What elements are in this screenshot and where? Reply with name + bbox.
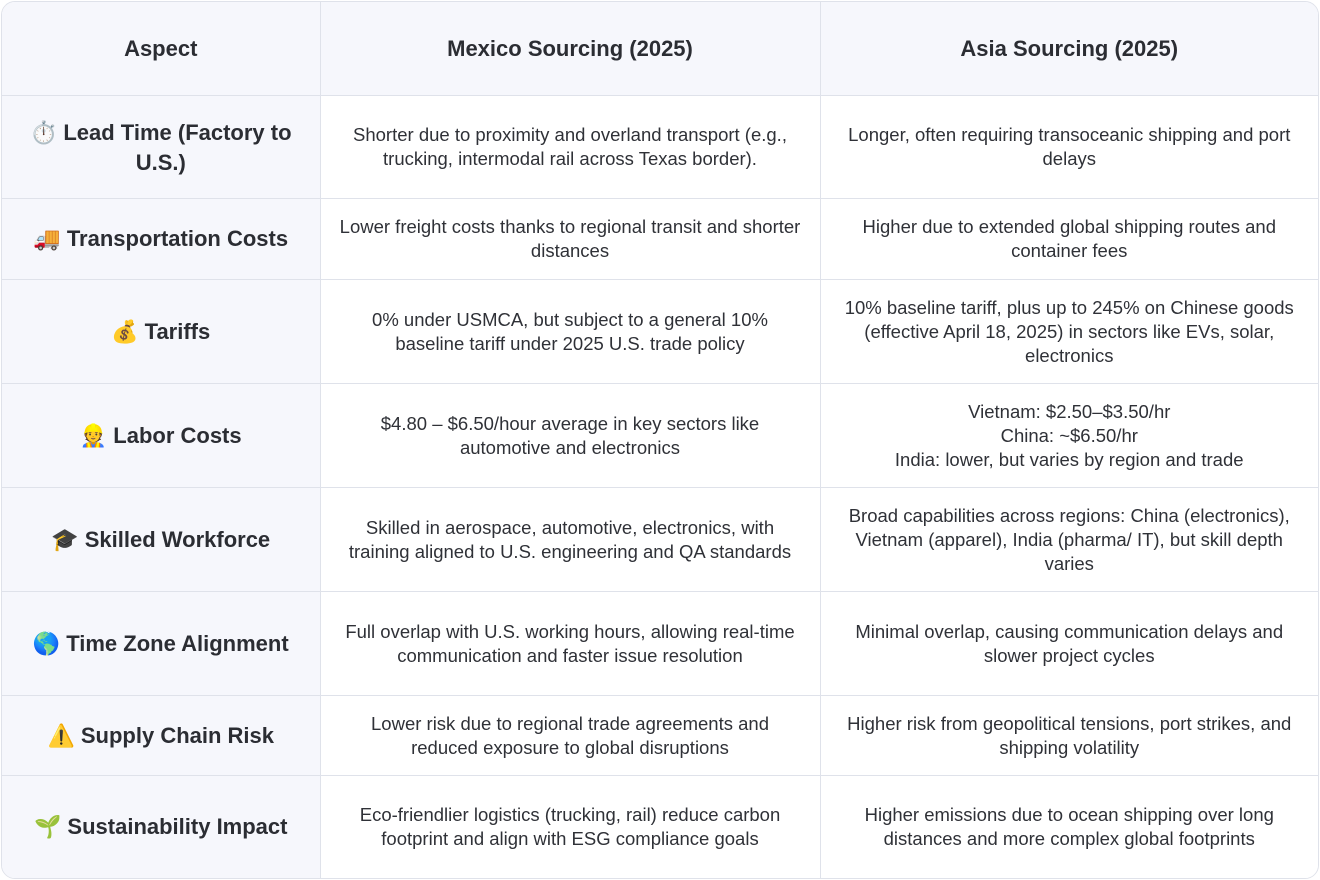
asia-cell: Broad capabilities across regions: China (electronics), Vietnam (apparel), India (pharma/ IT), but skill depth varies bbox=[820, 488, 1318, 592]
aspect-label: Sustainability Impact bbox=[67, 814, 288, 840]
mexico-cell: Lower risk due to regional trade agreements and reduced exposure to global disruptions bbox=[320, 696, 820, 776]
warning-icon: ⚠️ bbox=[47, 723, 75, 749]
money-bag-icon: 💰 bbox=[111, 319, 139, 345]
truck-icon: 🚚 bbox=[33, 227, 61, 252]
worker-icon: 👷 bbox=[79, 423, 108, 449]
aspect-cell bbox=[2, 696, 320, 776]
table-row bbox=[2, 776, 1318, 879]
aspect-cell bbox=[2, 592, 320, 696]
table-row bbox=[2, 488, 1318, 592]
table-row bbox=[2, 384, 1318, 488]
comparison-table bbox=[1, 1, 1319, 879]
aspect-label: Labor Costs bbox=[113, 422, 242, 448]
aspect-cell bbox=[2, 280, 320, 384]
table-row bbox=[2, 696, 1318, 776]
mexico-cell: Shorter due to proximity and overland transport (e.g., trucking, intermodal rail across Texas border). bbox=[320, 96, 820, 199]
mexico-cell: Eco-friendlier logistics (trucking, rail) reduce carbon footprint and align with ESG compliance goals bbox=[320, 776, 820, 879]
mexico-cell: Lower freight costs thanks to regional transit and shorter distances bbox=[320, 199, 820, 280]
asia-cell: Higher risk from geopolitical tensions, port strikes, and shipping volatility bbox=[820, 696, 1318, 776]
aspect-label: Time Zone Alignment bbox=[66, 630, 289, 656]
aspect-label: Tariffs bbox=[144, 318, 211, 344]
sourcing-comparison-table bbox=[2, 2, 1318, 879]
seedling-icon: 🌱 bbox=[34, 815, 62, 841]
table-row bbox=[2, 96, 1318, 199]
asia-cell: Longer, often requiring transoceanic shipping and port delays bbox=[820, 96, 1318, 199]
graduation-cap-icon: 🎓 bbox=[51, 527, 79, 553]
table-row bbox=[2, 280, 1318, 384]
aspect-label: Skilled Workforce bbox=[84, 526, 271, 552]
asia-cell: 10% baseline tariff, plus up to 245% on Chinese goods (effective April 18, 2025) in sectors like EVs, solar, electronics bbox=[820, 280, 1318, 384]
asia-cell: Higher due to extended global shipping routes and container fees bbox=[820, 199, 1318, 280]
header-aspect: Aspect bbox=[2, 2, 320, 96]
header-row bbox=[2, 2, 1318, 96]
mexico-cell: $4.80 – $6.50/hour average in key sectors like automotive and electronics bbox=[320, 384, 820, 488]
table-header bbox=[2, 2, 1318, 96]
aspect-cell bbox=[2, 199, 320, 280]
aspect-label: Supply Chain Risk bbox=[80, 722, 275, 748]
asia-cell: Vietnam: $2.50–$3.50/hr China: ~$6.50/hr India: lower, but varies by region and trade bbox=[820, 384, 1318, 488]
aspect-label: Lead Time (Factory to U.S.) bbox=[63, 119, 292, 175]
aspect-cell bbox=[2, 96, 320, 199]
globe-americas-icon: 🌎 bbox=[32, 631, 61, 657]
aspect-cell bbox=[2, 384, 320, 488]
mexico-cell: Full overlap with U.S. working hours, allowing real-time communication and faster issue resolution bbox=[320, 592, 820, 696]
asia-cell: Minimal overlap, causing communication delays and slower project cycles bbox=[820, 592, 1318, 696]
header-asia-sourcing: Asia Sourcing (2025) bbox=[820, 2, 1318, 96]
stopwatch-icon: ⏱️ bbox=[29, 120, 58, 146]
mexico-cell: 0% under USMCA, but subject to a general 10% baseline tariff under 2025 U.S. trade policy bbox=[320, 280, 820, 384]
aspect-cell bbox=[2, 488, 320, 592]
asia-cell: Higher emissions due to ocean shipping over long distances and more complex global footprints bbox=[820, 776, 1318, 879]
mexico-cell: Skilled in aerospace, automotive, electronics, with training aligned to U.S. engineering and QA standards bbox=[320, 488, 820, 592]
table-row bbox=[2, 199, 1318, 280]
header-mexico-sourcing: Mexico Sourcing (2025) bbox=[320, 2, 820, 96]
table-body bbox=[2, 96, 1318, 879]
aspect-cell bbox=[2, 776, 320, 879]
table-row bbox=[2, 592, 1318, 696]
aspect-label: Transportation Costs bbox=[66, 226, 289, 251]
